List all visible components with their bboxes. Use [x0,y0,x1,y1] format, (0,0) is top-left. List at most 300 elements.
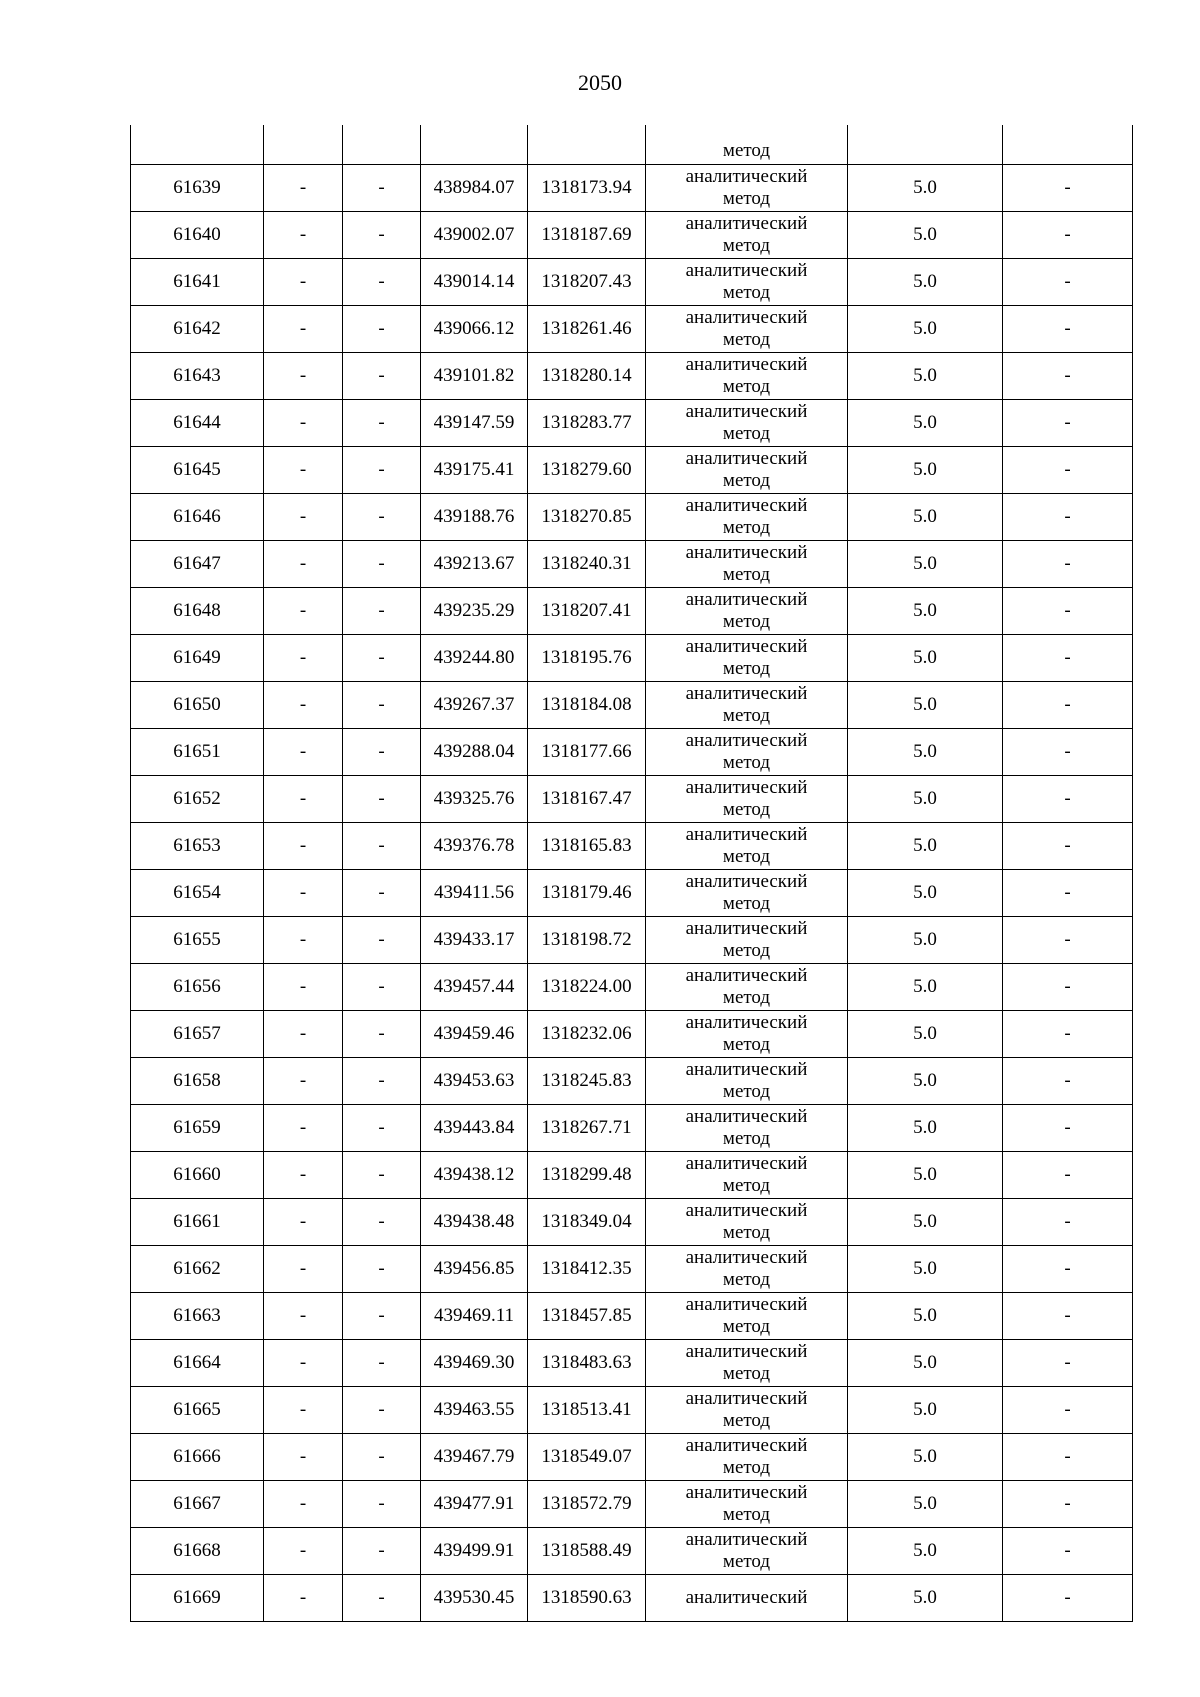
cell-col2: - [264,212,343,259]
cell-col3: - [343,588,421,635]
cell-id: 61668 [131,1528,264,1575]
cell-y: 1318483.63 [528,1340,646,1387]
cell-x: 439453.63 [421,1058,528,1105]
cell-id: 61664 [131,1340,264,1387]
cell-x: 439175.41 [421,447,528,494]
cell-id: 61639 [131,165,264,212]
cell-method [646,1199,848,1246]
cell-col2: - [264,870,343,917]
cell-x: 439244.80 [421,635,528,682]
cell-col2: - [264,1434,343,1481]
cell-note: - [1003,306,1133,353]
table-row [131,635,1133,682]
method-line: метод [722,564,771,585]
table-body [131,125,1133,1622]
method-line: метод [722,611,771,632]
method-line: аналитический [685,965,808,986]
table-row [131,729,1133,776]
cell-id: 61662 [131,1246,264,1293]
cell-id [131,125,264,165]
cell-error: 5.0 [848,541,1003,588]
cell-y: 1318245.83 [528,1058,646,1105]
cell-y: 1318173.94 [528,165,646,212]
cell-col2: - [264,1011,343,1058]
method-line: метод [722,329,771,350]
method-line: метод [722,517,771,538]
cell-id: 61658 [131,1058,264,1105]
cell-method [646,1105,848,1152]
method-line: метод [722,282,771,303]
cell-note: - [1003,1152,1133,1199]
cell-note: - [1003,212,1133,259]
cell-id: 61643 [131,353,264,400]
cell-col3: - [343,306,421,353]
method-line: аналитический [685,683,808,704]
method-line: аналитический [685,871,808,892]
cell-x: 439469.30 [421,1340,528,1387]
cell-col2: - [264,1152,343,1199]
table-row [131,400,1133,447]
cell-note: - [1003,776,1133,823]
table-row [131,494,1133,541]
cell-x: 439267.37 [421,682,528,729]
cell-id: 61645 [131,447,264,494]
cell-col3: - [343,541,421,588]
cell-note: - [1003,494,1133,541]
method-line: аналитический [685,1059,808,1080]
cell-error [848,125,1003,165]
cell-note: - [1003,823,1133,870]
cell-x: 439469.11 [421,1293,528,1340]
method-line: аналитический [685,213,808,234]
cell-method [646,964,848,1011]
cell-method [646,494,848,541]
table-row [131,1528,1133,1575]
table-row [131,259,1133,306]
method-line: метод [722,1222,771,1243]
cell-note: - [1003,353,1133,400]
cell-note: - [1003,541,1133,588]
cell-col2: - [264,447,343,494]
cell-col3: - [343,1293,421,1340]
cell-note: - [1003,1434,1133,1481]
cell-method [646,212,848,259]
method-line: аналитический [685,166,808,187]
coordinates-table [130,125,1133,1622]
cell-method [646,1387,848,1434]
cell-y: 1318513.41 [528,1387,646,1434]
cell-x: 439456.85 [421,1246,528,1293]
cell-x: 439002.07 [421,212,528,259]
cell-id: 61654 [131,870,264,917]
cell-x: 439235.29 [421,588,528,635]
cell-id: 61642 [131,306,264,353]
method-line: метод [722,1175,771,1196]
cell-col3: - [343,1575,421,1622]
cell-col2: - [264,1105,343,1152]
cell-note: - [1003,1575,1133,1622]
method-line: аналитический [685,1587,808,1608]
cell-error: 5.0 [848,1011,1003,1058]
cell-col2: - [264,1575,343,1622]
cell-y: 1318240.31 [528,541,646,588]
cell-method [646,165,848,212]
cell-col3 [343,125,421,165]
table-row [131,1058,1133,1105]
cell-error: 5.0 [848,635,1003,682]
cell-x: 439438.12 [421,1152,528,1199]
cell-y: 1318283.77 [528,400,646,447]
cell-note: - [1003,447,1133,494]
method-line: аналитический [685,589,808,610]
cell-col3: - [343,1340,421,1387]
cell-id: 61651 [131,729,264,776]
cell-col2: - [264,1481,343,1528]
method-line: метод [722,658,771,679]
cell-x: 439438.48 [421,1199,528,1246]
cell-note: - [1003,259,1133,306]
table-row [131,1011,1133,1058]
cell-x: 438984.07 [421,165,528,212]
method-line: аналитический [685,918,808,939]
cell-col3: - [343,1528,421,1575]
cell-error: 5.0 [848,1528,1003,1575]
cell-id: 61647 [131,541,264,588]
cell-y: 1318165.83 [528,823,646,870]
method-line: метод [722,188,771,209]
table-row [131,1434,1133,1481]
cell-id: 61655 [131,917,264,964]
cell-id: 61663 [131,1293,264,1340]
cell-y [528,125,646,165]
cell-error: 5.0 [848,917,1003,964]
table-row [131,964,1133,1011]
cell-method [646,588,848,635]
cell-error: 5.0 [848,682,1003,729]
cell-id: 61667 [131,1481,264,1528]
cell-method [646,1058,848,1105]
method-line: метод [722,752,771,773]
cell-col2: - [264,729,343,776]
table-row [131,1293,1133,1340]
cell-error: 5.0 [848,870,1003,917]
cell-note: - [1003,588,1133,635]
method-line: аналитический [685,1247,808,1268]
table-row [131,1387,1133,1434]
cell-x: 439443.84 [421,1105,528,1152]
cell-note: - [1003,682,1133,729]
cell-col2: - [264,306,343,353]
cell-y: 1318280.14 [528,353,646,400]
method-line: метод [722,235,771,256]
cell-note: - [1003,964,1133,1011]
cell-note: - [1003,165,1133,212]
cell-col2: - [264,165,343,212]
cell-col2: - [264,259,343,306]
cell-col2: - [264,588,343,635]
method-line: метод [722,1081,771,1102]
cell-note: - [1003,1387,1133,1434]
method-line: метод [722,1363,771,1384]
cell-col3: - [343,494,421,541]
table-row [131,682,1133,729]
cell-method [646,259,848,306]
method-line: метод [722,376,771,397]
method-line: метод [722,423,771,444]
cell-x: 439463.55 [421,1387,528,1434]
cell-error: 5.0 [848,1058,1003,1105]
cell-id: 61646 [131,494,264,541]
method-line: аналитический [685,730,808,751]
cell-id: 61656 [131,964,264,1011]
cell-x: 439477.91 [421,1481,528,1528]
method-line: метод [722,1457,771,1478]
cell-y: 1318177.66 [528,729,646,776]
cell-error: 5.0 [848,1152,1003,1199]
cell-col2: - [264,353,343,400]
cell-error: 5.0 [848,1199,1003,1246]
cell-y: 1318412.35 [528,1246,646,1293]
cell-note: - [1003,870,1133,917]
cell-x: 439101.82 [421,353,528,400]
table-row [131,447,1133,494]
cell-note: - [1003,1105,1133,1152]
cell-col3: - [343,823,421,870]
cell-col2: - [264,823,343,870]
cell-col2: - [264,541,343,588]
continued-row [131,125,1133,165]
method-line: аналитический [685,1482,808,1503]
method-line: аналитический [685,1200,808,1221]
table-row [131,165,1133,212]
method-line: аналитический [685,1341,808,1362]
cell-method [646,541,848,588]
cell-y: 1318207.41 [528,588,646,635]
cell-col2: - [264,494,343,541]
method-line: метод [722,1269,771,1290]
cell-col3: - [343,870,421,917]
cell-id: 61648 [131,588,264,635]
cell-y: 1318224.00 [528,964,646,1011]
cell-id: 61650 [131,682,264,729]
cell-x: 439376.78 [421,823,528,870]
cell-col3: - [343,259,421,306]
cell-note: - [1003,400,1133,447]
table-row [131,353,1133,400]
method-line: аналитический [685,636,808,657]
cell-id: 61660 [131,1152,264,1199]
cell-error: 5.0 [848,494,1003,541]
method-line: метод [722,705,771,726]
table-row [131,541,1133,588]
cell-id: 61641 [131,259,264,306]
cell-error: 5.0 [848,353,1003,400]
cell-method [646,400,848,447]
cell-col2: - [264,1528,343,1575]
cell-x: 439014.14 [421,259,528,306]
cell-method [646,1246,848,1293]
cell-col2: - [264,1387,343,1434]
cell-note: - [1003,1528,1133,1575]
cell-y: 1318267.71 [528,1105,646,1152]
cell-col2: - [264,917,343,964]
cell-note: - [1003,1246,1133,1293]
cell-error: 5.0 [848,165,1003,212]
cell-y: 1318270.85 [528,494,646,541]
cell-id: 61644 [131,400,264,447]
cell-method [646,306,848,353]
cell-id: 61652 [131,776,264,823]
cell-error: 5.0 [848,1105,1003,1152]
cell-x: 439433.17 [421,917,528,964]
method-line: метод [722,1316,771,1337]
cell-col3: - [343,1058,421,1105]
method-line: аналитический [685,1012,808,1033]
method-line: аналитический [685,777,808,798]
cell-x: 439467.79 [421,1434,528,1481]
cell-method [646,1528,848,1575]
cell-id: 61666 [131,1434,264,1481]
cell-col3: - [343,1434,421,1481]
cell-id: 61657 [131,1011,264,1058]
table-row [131,1199,1133,1246]
method-line: метод [722,893,771,914]
cell-method [646,1293,848,1340]
method-line: метод [722,470,771,491]
cell-x: 439213.67 [421,541,528,588]
cell-method [646,776,848,823]
method-line: аналитический [685,1529,808,1550]
cell-error: 5.0 [848,400,1003,447]
cell-method [646,823,848,870]
table-row [131,588,1133,635]
cell-method [646,1152,848,1199]
method-line: аналитический [685,1435,808,1456]
method-line: аналитический [685,1106,808,1127]
cell-x: 439288.04 [421,729,528,776]
cell-note: - [1003,917,1133,964]
table-row [131,1575,1133,1622]
cell-error: 5.0 [848,823,1003,870]
cell-error: 5.0 [848,259,1003,306]
cell-y: 1318299.48 [528,1152,646,1199]
table-row [131,1340,1133,1387]
cell-x: 439147.59 [421,400,528,447]
cell-y: 1318457.85 [528,1293,646,1340]
cell-col2: - [264,1293,343,1340]
cell-x: 439499.91 [421,1528,528,1575]
cell-method [646,870,848,917]
method-line: аналитический [685,354,808,375]
cell-x [421,125,528,165]
cell-note: - [1003,1011,1133,1058]
cell-col3: - [343,212,421,259]
cell-col2: - [264,1058,343,1105]
table-row [131,917,1133,964]
method-line: метод [722,1410,771,1431]
cell-method [646,447,848,494]
cell-error: 5.0 [848,306,1003,353]
cell-col2 [264,125,343,165]
cell-note: - [1003,1481,1133,1528]
cell-col3: - [343,165,421,212]
cell-error: 5.0 [848,1481,1003,1528]
cell-error: 5.0 [848,1246,1003,1293]
cell-col2: - [264,682,343,729]
cell-col2: - [264,964,343,1011]
cell-note: - [1003,729,1133,776]
method-line: аналитический [685,824,808,845]
cell-x: 439457.44 [421,964,528,1011]
cell-col3: - [343,635,421,682]
method-line: метод [722,1504,771,1525]
cell-error: 5.0 [848,588,1003,635]
table-row [131,1246,1133,1293]
cell-method [646,1575,848,1622]
method-line: аналитический [685,1388,808,1409]
cell-col2: - [264,1199,343,1246]
method-line: метод [722,1551,771,1572]
cell-col3: - [343,776,421,823]
method-line: аналитический [685,495,808,516]
cell-error: 5.0 [848,212,1003,259]
cell-error: 5.0 [848,1575,1003,1622]
method-line: метод [722,940,771,961]
cell-method [646,1481,848,1528]
cell-error: 5.0 [848,1387,1003,1434]
method-line: аналитический [685,542,808,563]
cell-method [646,1011,848,1058]
cell-col3: - [343,1011,421,1058]
table-row [131,212,1133,259]
cell-id: 61653 [131,823,264,870]
cell-x: 439066.12 [421,306,528,353]
cell-x: 439325.76 [421,776,528,823]
cell-note: - [1003,635,1133,682]
cell-x: 439188.76 [421,494,528,541]
cell-id: 61665 [131,1387,264,1434]
cell-col3: - [343,682,421,729]
cell-col2: - [264,776,343,823]
cell-y: 1318279.60 [528,447,646,494]
cell-method [646,635,848,682]
cell-error: 5.0 [848,1340,1003,1387]
table-row [131,1481,1133,1528]
cell-method: метод [646,125,848,165]
cell-id: 61649 [131,635,264,682]
cell-y: 1318187.69 [528,212,646,259]
cell-method [646,682,848,729]
cell-col3: - [343,1105,421,1152]
cell-note: - [1003,1293,1133,1340]
cell-method [646,917,848,964]
cell-note: - [1003,1340,1133,1387]
table-row [131,776,1133,823]
cell-y: 1318572.79 [528,1481,646,1528]
cell-note [1003,125,1133,165]
cell-y: 1318590.63 [528,1575,646,1622]
table-row [131,1152,1133,1199]
cell-y: 1318588.49 [528,1528,646,1575]
cell-col3: - [343,1199,421,1246]
page-number: 2050 [578,70,622,95]
method-line: метод [722,987,771,1008]
cell-y: 1318198.72 [528,917,646,964]
cell-method [646,729,848,776]
cell-id: 61640 [131,212,264,259]
cell-note: - [1003,1199,1133,1246]
cell-y: 1318261.46 [528,306,646,353]
